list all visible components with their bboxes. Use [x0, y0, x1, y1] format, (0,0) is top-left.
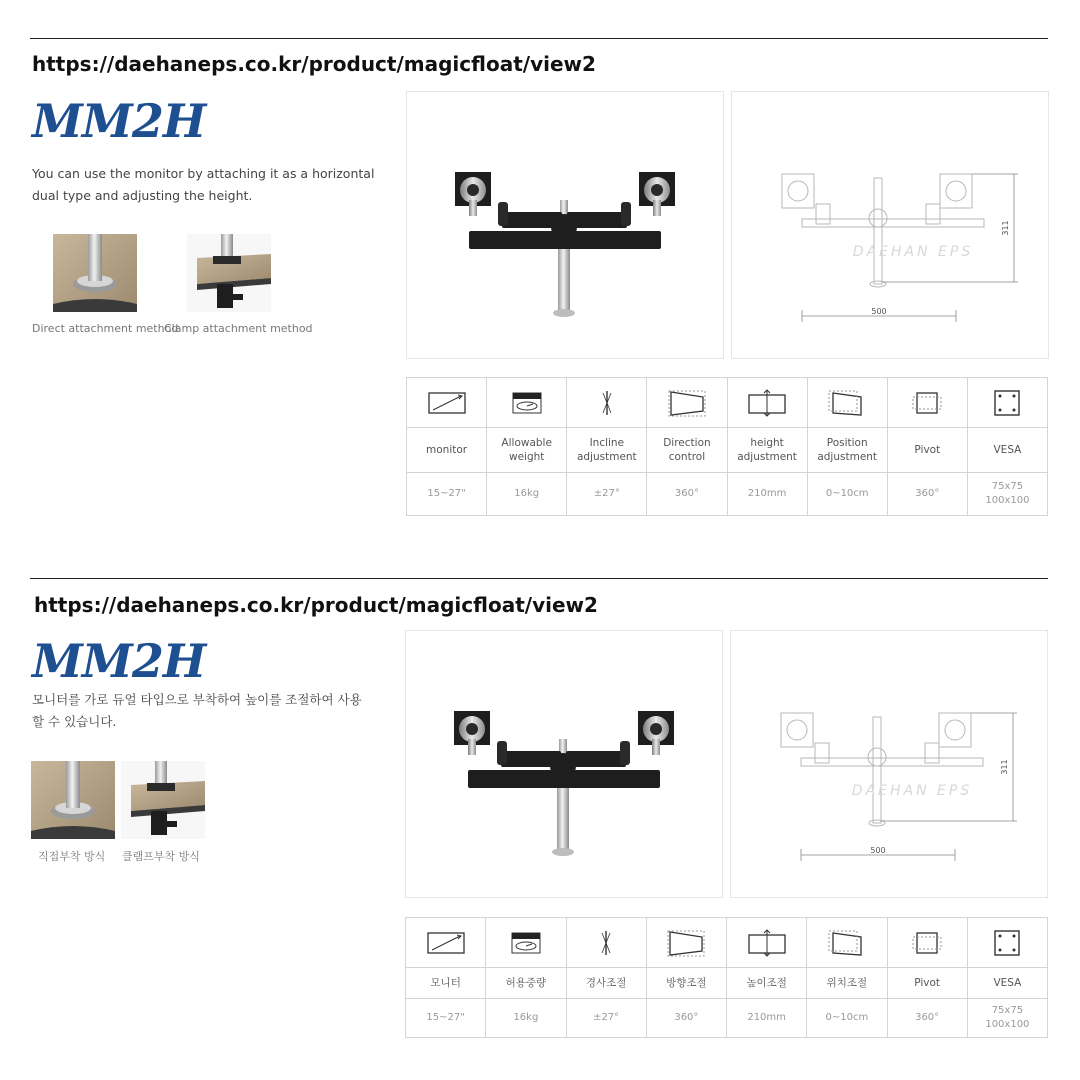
spec-value: 0~10cm	[807, 473, 887, 516]
product-photo-panel	[405, 630, 723, 898]
spec-value: 360°	[647, 473, 727, 516]
spec-value: ±27°	[566, 999, 646, 1038]
product-description: You can use the monitor by attaching it as a horizontal dual type and adjusting the height.	[32, 166, 375, 203]
product-section-korean	[0, 540, 1080, 1080]
position-icon	[825, 929, 869, 957]
clamp-attachment-caption: 클램프부착 방식	[122, 850, 200, 863]
spec-value: 360°	[887, 999, 967, 1038]
spec-label: 경사조절	[566, 968, 646, 999]
product-description: 모니터를 가로 듀얼 타입으로 부착하여 높이를 조절하여 사용할 수 있습니다.	[32, 692, 362, 729]
vesa-icon	[985, 389, 1029, 417]
spec-icon-row	[406, 918, 1048, 968]
spec-value: 0~10cm	[807, 999, 887, 1038]
left-vesa-plate-icon	[454, 711, 490, 755]
spec-value: 210mm	[727, 473, 807, 516]
spec-table	[405, 917, 1048, 1038]
spec-label: VESA	[967, 968, 1047, 999]
dual-monitor-arm-image	[407, 92, 723, 358]
spec-label: Allowable weight	[487, 428, 567, 473]
spec-label-row	[407, 428, 1048, 473]
position-icon	[825, 389, 869, 417]
spec-label: 모니터	[406, 968, 486, 999]
product-title: MM2H	[32, 94, 206, 148]
spec-label: 방향조절	[646, 968, 726, 999]
dimension-drawing	[732, 92, 1048, 358]
incline-icon	[584, 929, 628, 957]
direct-attachment-photo	[53, 234, 137, 312]
spec-value: 16kg	[486, 999, 566, 1038]
width-dimension-label: 500	[870, 846, 886, 855]
spec-label: Incline adjustment	[567, 428, 647, 473]
monitor-size-icon	[424, 929, 468, 957]
product-photo-panel	[406, 91, 724, 359]
technical-drawing-panel	[731, 91, 1049, 359]
pivot-icon	[905, 929, 949, 957]
height-dimension-label: 311	[1000, 759, 1009, 775]
width-dimension-label: 500	[871, 307, 887, 316]
spec-label: 위치조절	[807, 968, 887, 999]
spec-value: ±27°	[567, 473, 647, 516]
spec-table	[406, 377, 1048, 516]
spec-value-row	[407, 473, 1048, 516]
spec-label: Pivot	[887, 428, 967, 473]
direct-attachment-caption: Direct attachment method	[32, 322, 179, 335]
spec-value: 210mm	[727, 999, 807, 1038]
weight-scale-icon	[504, 929, 548, 957]
clamp-attachment-photo	[187, 234, 271, 312]
spec-value: 360°	[887, 473, 967, 516]
spec-label: height adjustment	[727, 428, 807, 473]
product-url[interactable]: https://daehaneps.co.kr/product/magicfloat/view2	[34, 593, 598, 617]
brand-watermark: DAEHAN EPS	[852, 244, 974, 260]
spec-label: Position adjustment	[807, 428, 887, 473]
pivot-icon	[905, 389, 949, 417]
dual-monitor-arm-image	[406, 631, 722, 897]
direct-attachment-caption: 직접부착 방식	[38, 850, 106, 863]
height-icon	[745, 929, 789, 957]
direction-icon	[665, 389, 709, 417]
right-vesa-plate-icon	[639, 172, 675, 216]
spec-label-row	[406, 968, 1048, 999]
dimension-drawing	[731, 631, 1047, 897]
product-url[interactable]: https://daehaneps.co.kr/product/magicfloat/view2	[32, 52, 596, 76]
spec-value: 360°	[646, 999, 726, 1038]
clamp-attachment-photo	[121, 761, 205, 839]
spec-icon-row	[407, 378, 1048, 428]
spec-value: 75x75 100x100	[967, 473, 1047, 516]
left-vesa-plate-icon	[455, 172, 491, 216]
height-icon	[745, 389, 789, 417]
spec-value: 15~27"	[407, 473, 487, 516]
middle-divider	[30, 578, 1048, 579]
spec-label: VESA	[967, 428, 1047, 473]
technical-drawing-panel	[730, 630, 1048, 898]
top-divider	[30, 38, 1048, 39]
spec-value: 75x75 100x100	[967, 999, 1047, 1038]
vesa-icon	[985, 929, 1029, 957]
weight-scale-icon	[505, 389, 549, 417]
spec-label: 허용중량	[486, 968, 566, 999]
right-vesa-plate-icon	[638, 711, 674, 755]
direct-attachment-photo	[31, 761, 115, 839]
spec-label: Pivot	[887, 968, 967, 999]
incline-icon	[585, 389, 629, 417]
spec-label: 높이조절	[727, 968, 807, 999]
brand-watermark: DAEHAN EPS	[851, 783, 973, 799]
spec-value: 16kg	[487, 473, 567, 516]
spec-value: 15~27"	[406, 999, 486, 1038]
spec-label: monitor	[407, 428, 487, 473]
direction-icon	[664, 929, 708, 957]
height-dimension-label: 311	[1001, 220, 1010, 236]
clamp-attachment-caption: Clamp attachment method	[164, 322, 313, 335]
product-title: MM2H	[32, 634, 206, 688]
monitor-size-icon	[425, 389, 469, 417]
spec-value-row	[406, 999, 1048, 1038]
spec-label: Direction control	[647, 428, 727, 473]
